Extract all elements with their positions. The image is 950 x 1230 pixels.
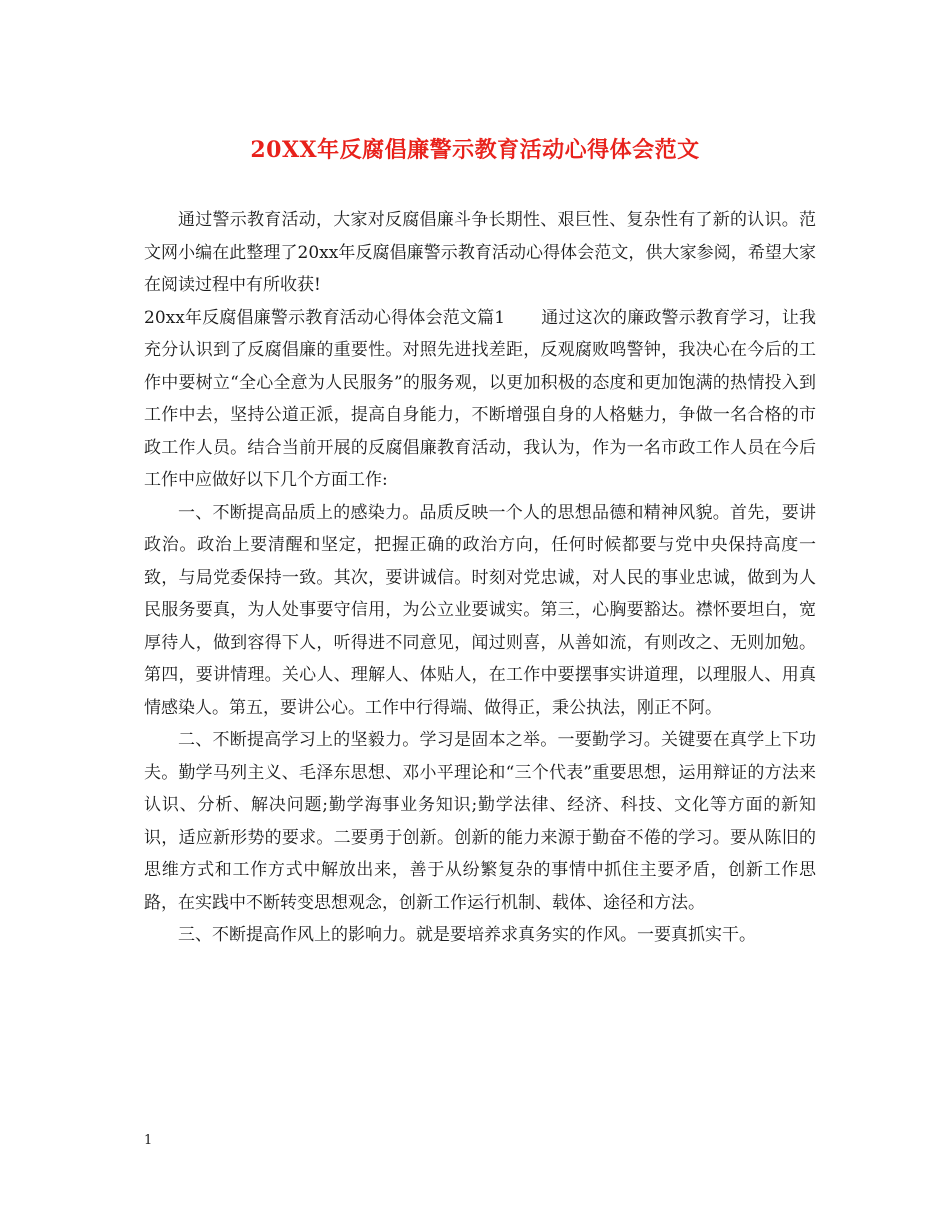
article-first-paragraph xyxy=(144,302,816,497)
intro-paragraph: 通过警示教育活动，大家对反腐倡廉斗争长期性、艰巨性、复杂性有了新的认识。范文网小编在此整理了20xx年反腐倡廉警示教育活动心得体会范文，供大家参阅，希望大家在阅读过程中有所收获! xyxy=(144,210,816,295)
paragraph-3: 三、不断提高作风上的影响力。就是要培养求真务实的作风。一要真抓实干。 xyxy=(178,925,756,945)
article-first-paragraph-text: 通过这次的廉政警示教育学习，让我充分认识到了反腐倡廉的重要性。对照先进找差距，反观腐败鸣警钟，我决心在今后的工作中要树立“全心全意为人民服务”的服务观，以更加积极的态度和更加饱满的热情投入到工作中去，坚持公道正派，提高自身能力，不断增强自身的人格魅力，争做一名合格的市政工作人员。结合当前开展的反腐倡廉教育活动，我认为，作为一名市政工作人员在今后工作中应做好以下几个方面工作: xyxy=(144,307,817,490)
paragraph-1: 一、不断提高品质上的感染力。品质反映一个人的思想品德和精神风貌。首先，要讲政治。政治上要清醒和坚定，把握正确的政治方向，任何时候都要与党中央保持高度一致，与局党委保持一致。其次，要讲诚信。时刻对党忠诚，对人民的事业忠诚，做到为人民服务要真，为人处事要守信用，为公立业要诚实。第三，心胸要豁达。襟怀要坦白，宽厚待人，做到容得下人，听得进不同意见，闻过则喜，从善如流，有则改之、无则加勉。第四，要讲情理。关心人、理解人、体贴人，在工作中要摆事实讲道理，以理服人、用真情感染人。第五，要讲公心。工作中行得端、做得正，秉公执法，刚正不阿。 xyxy=(144,502,816,718)
document-body xyxy=(144,204,816,952)
document-title: 20XX年反腐倡廉警示教育活动心得体会范文 xyxy=(250,137,700,163)
page-number: 1 xyxy=(144,1133,153,1148)
paragraph-2: 二、不断提高学习上的坚毅力。学习是固本之举。一要勤学习。关键要在真学上下功夫。勤学马列主义、毛泽东思想、邓小平理论和“三个代表”重要思想，运用辩证的方法来认识、分析、解决问题;勤学海事业务知识;勤学法律、经济、科技、文化等方面的新知识，适应新形势的要求。二要勇于创新。创新的能力来源于勤奋不倦的学习。要从陈旧的思维方式和工作方式中解放出来，善于从纷繁复杂的事情中抓住主要矛盾，创新工作思路，在实践中不断转变思想观念，创新工作运行机制、载体、途径和方法。 xyxy=(144,730,816,913)
article-title: 20xx年反腐倡廉警示教育活动心得体会范文篇1 xyxy=(144,307,506,328)
